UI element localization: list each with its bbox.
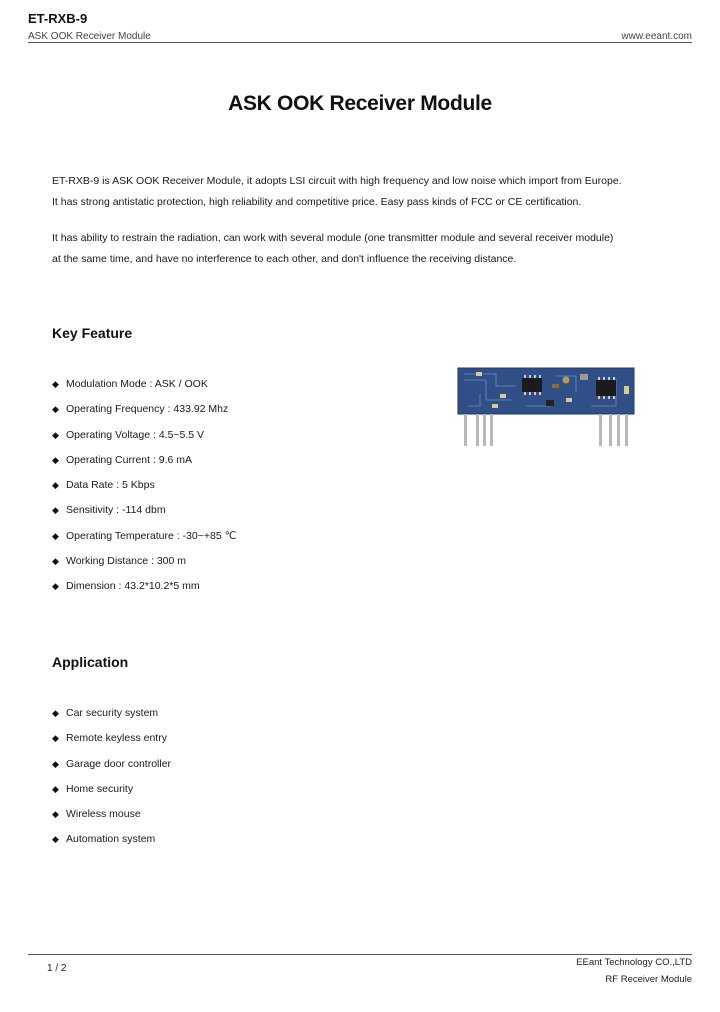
key-feature-heading: Key Feature: [52, 325, 133, 341]
application-text: Home security: [66, 782, 134, 795]
diamond-bullet-icon: ◆: [52, 379, 59, 389]
footer-company: EEant Technology CO.,LTD: [576, 957, 692, 968]
application-text: Wireless mouse: [66, 808, 141, 821]
list-item: [52, 377, 236, 402]
diamond-bullet-icon: ◆: [52, 733, 59, 744]
application-text: Garage door controller: [66, 757, 172, 770]
diamond-bullet-icon: ◆: [52, 581, 59, 592]
diamond-bullet-icon: ◆: [52, 708, 59, 718]
intro-line-4: at the same time, and have no interference to each other, and don't influence the receiving distance.: [52, 253, 517, 265]
intro-line-2: It has strong antistatic protection, high reliability and competitive price. Easy pass kinds of FCC or CE certification.: [52, 196, 582, 208]
feature-text: Operating Current : 9.6 mA: [66, 453, 193, 466]
list-item: [52, 579, 236, 604]
header-subtitle: ASK OOK Receiver Module: [28, 31, 151, 42]
feature-text: Operating Frequency : 433.92 Mhz: [66, 403, 229, 416]
application-list: [52, 706, 171, 858]
diamond-bullet-icon: ◆: [52, 834, 59, 845]
feature-text: Modulation Mode : ASK / OOK: [66, 378, 208, 390]
page-title: ASK OOK Receiver Module: [228, 92, 492, 115]
intro-line-1: ET-RXB-9 is ASK OOK Receiver Module, it adopts LSI circuit with high frequency and low noise which import from Europe.: [52, 175, 622, 187]
header-title: ET-RXB-9: [28, 11, 88, 26]
header-pins-left: [464, 414, 493, 446]
footer-module: RF Receiver Module: [605, 974, 692, 985]
diamond-bullet-icon: ◆: [52, 454, 59, 465]
feature-text: Operating Temperature : -30~+85 ℃: [66, 529, 237, 542]
list-item: [52, 782, 171, 807]
list-item: [52, 807, 171, 832]
ic-chip: [596, 380, 616, 396]
feature-text: Working Distance : 300 m: [66, 555, 187, 568]
list-item: [52, 706, 171, 731]
list-item: [52, 757, 171, 782]
application-text: Remote keyless entry: [66, 732, 167, 745]
diamond-bullet-icon: ◆: [52, 505, 59, 516]
intro-line-3: It has ability to restrain the radiation, can work with several module (one transmitter module and several receiver module): [52, 232, 614, 244]
diamond-bullet-icon: ◆: [52, 404, 59, 415]
diamond-bullet-icon: ◆: [52, 429, 59, 440]
list-item: [52, 428, 236, 453]
list-item: [52, 402, 236, 427]
diamond-bullet-icon: ◆: [52, 809, 59, 820]
diamond-bullet-icon: ◆: [52, 758, 59, 769]
feature-text: Data Rate : 5 Kbps: [66, 479, 155, 492]
list-item: [52, 832, 171, 857]
header-url[interactable]: www.eeant.com: [621, 31, 692, 42]
footer-divider: [28, 954, 692, 955]
feature-text: Sensitivity : -114 dbm: [66, 504, 166, 517]
list-item: [52, 529, 236, 554]
diamond-bullet-icon: ◆: [52, 556, 59, 567]
feature-text: Dimension : 43.2*10.2*5 mm: [66, 580, 200, 593]
list-item: [52, 478, 236, 503]
header-pins-right: [599, 414, 628, 446]
application-text: Car security system: [66, 707, 159, 719]
key-feature-list: [52, 377, 236, 605]
application-text: Automation system: [66, 833, 156, 846]
diamond-bullet-icon: ◆: [52, 530, 59, 541]
diamond-bullet-icon: ◆: [52, 480, 59, 491]
page-number: 1 / 2: [47, 963, 67, 974]
list-item: [52, 731, 171, 756]
list-item: [52, 554, 236, 579]
receiver-module-image: [456, 366, 636, 448]
header-divider: [28, 42, 692, 43]
list-item: [52, 503, 236, 528]
ic-chip: [522, 378, 542, 392]
diamond-bullet-icon: ◆: [52, 783, 59, 794]
application-heading: Application: [52, 654, 129, 670]
feature-text: Operating Voltage : 4.5~5.5 V: [66, 428, 205, 441]
list-item: [52, 453, 236, 478]
